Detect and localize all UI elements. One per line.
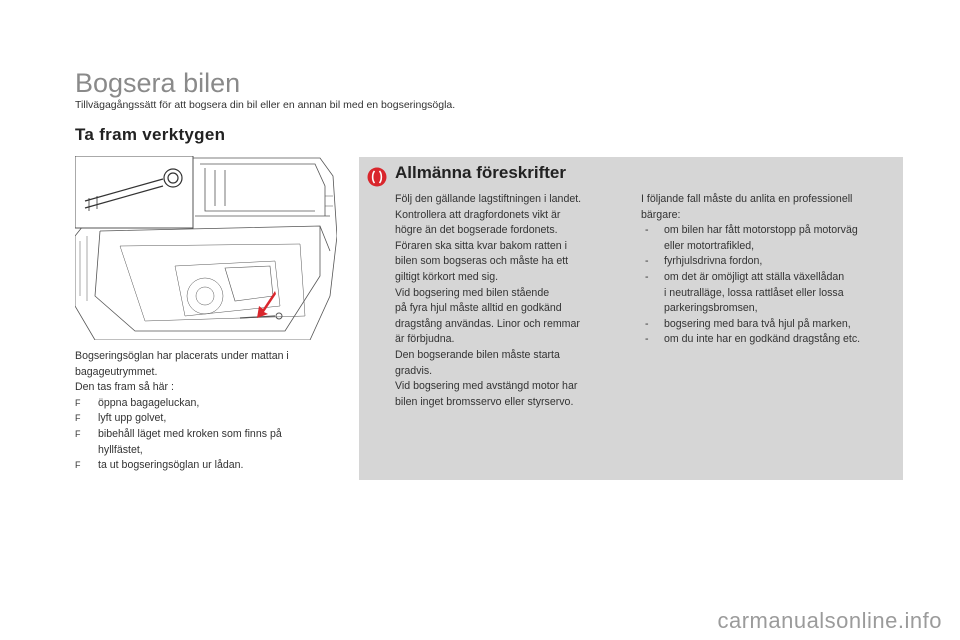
rule-line: högre än det bogserade fordonets. bbox=[395, 224, 558, 237]
step-text: lyft upp golvet, bbox=[98, 412, 167, 425]
bullet-icon: F bbox=[75, 460, 81, 471]
rule-line: giltigt körkort med sig. bbox=[395, 270, 499, 283]
rule-line: Kontrollera att dragfordonets vikt är bbox=[395, 208, 561, 221]
page-title: Bogsera bilen bbox=[75, 68, 241, 98]
dash-marker: - bbox=[645, 270, 649, 283]
step-text: bibehåll läget med kroken som finns på hyllfästet, bbox=[98, 427, 282, 456]
rule-line: bilen inget bromsservo eller styrservo. bbox=[395, 395, 574, 408]
rule-line: Vid bogsering med bilen stående bbox=[395, 286, 550, 299]
list-item bbox=[641, 317, 896, 333]
step-text: ta ut bogseringsöglan ur lådan. bbox=[98, 459, 244, 472]
step-text: öppna bagageluckan, bbox=[98, 396, 200, 409]
list-item bbox=[75, 427, 345, 458]
list-item bbox=[641, 223, 896, 254]
bullet-icon: F bbox=[75, 413, 81, 424]
list-item bbox=[75, 458, 345, 474]
panel-column-left bbox=[395, 192, 615, 410]
rule-line: Den bogserande bilen måste starta bbox=[395, 348, 560, 361]
panel-title: Allmänna föreskrifter bbox=[395, 163, 566, 182]
intro-line: Den tas fram så här : bbox=[75, 381, 174, 394]
list-item bbox=[641, 270, 896, 317]
intro-line: bagageutrymmet. bbox=[75, 365, 158, 378]
warning-icon bbox=[367, 167, 387, 187]
rule-line: dragstång användas. Linor och remmar bbox=[395, 317, 580, 330]
rule-line: Vid bogsering med avstängd motor har bbox=[395, 380, 578, 393]
bullet-icon: F bbox=[75, 428, 81, 439]
rule-line: Följ den gällande lagstiftningen i landet. bbox=[395, 193, 582, 205]
list-item bbox=[75, 396, 345, 412]
general-rules-panel bbox=[359, 157, 903, 480]
intro-line: Bogseringsöglan har placerats under mattan i bbox=[75, 350, 289, 362]
professional-intro: I följande fall måste du anlita en professionell bärgare: bbox=[641, 193, 853, 221]
rule-line: gradvis. bbox=[395, 364, 433, 377]
rule-line: bilen som bogseras och måste ha ett bbox=[395, 255, 569, 268]
case-text: om det är omöjligt att ställa växellådan i neutralläge, lossa rattlåset eller lossa parkeringsbromsen, bbox=[664, 270, 845, 315]
rule-line: är förbjudna. bbox=[395, 333, 455, 346]
watermark: carmanualsonline.info bbox=[717, 608, 942, 633]
dash-marker: - bbox=[645, 224, 649, 237]
rule-line: Föraren ska sitta kvar bakom ratten i bbox=[395, 239, 567, 252]
case-text: om du inte har en godkänd dragstång etc. bbox=[664, 333, 861, 346]
case-text: om bilen har fått motorstopp på motorväg eller motortrafikled, bbox=[664, 224, 858, 252]
case-text: fyrhjulsdrivna fordon, bbox=[664, 255, 763, 268]
list-item bbox=[641, 332, 896, 348]
panel-column-right bbox=[641, 192, 896, 348]
list-item bbox=[641, 254, 896, 270]
dash-marker: - bbox=[645, 255, 649, 268]
tool-instructions bbox=[75, 349, 345, 474]
section-heading: Ta fram verktygen bbox=[75, 125, 226, 144]
trunk-illustration bbox=[75, 156, 337, 340]
page-subtitle: Tillvägagångssätt för att bogsera din bil eller en annan bil med en bogseringsögla. bbox=[75, 99, 456, 111]
list-item bbox=[75, 411, 345, 427]
bullet-icon: F bbox=[75, 397, 81, 408]
rule-line: på fyra hjul måste alltid en godkänd bbox=[395, 302, 562, 315]
dash-marker: - bbox=[645, 317, 649, 330]
dash-marker: - bbox=[645, 333, 649, 346]
case-text: bogsering med bara två hjul på marken, bbox=[664, 317, 851, 330]
steps-list bbox=[75, 396, 345, 474]
professional-cases-list bbox=[641, 223, 896, 348]
